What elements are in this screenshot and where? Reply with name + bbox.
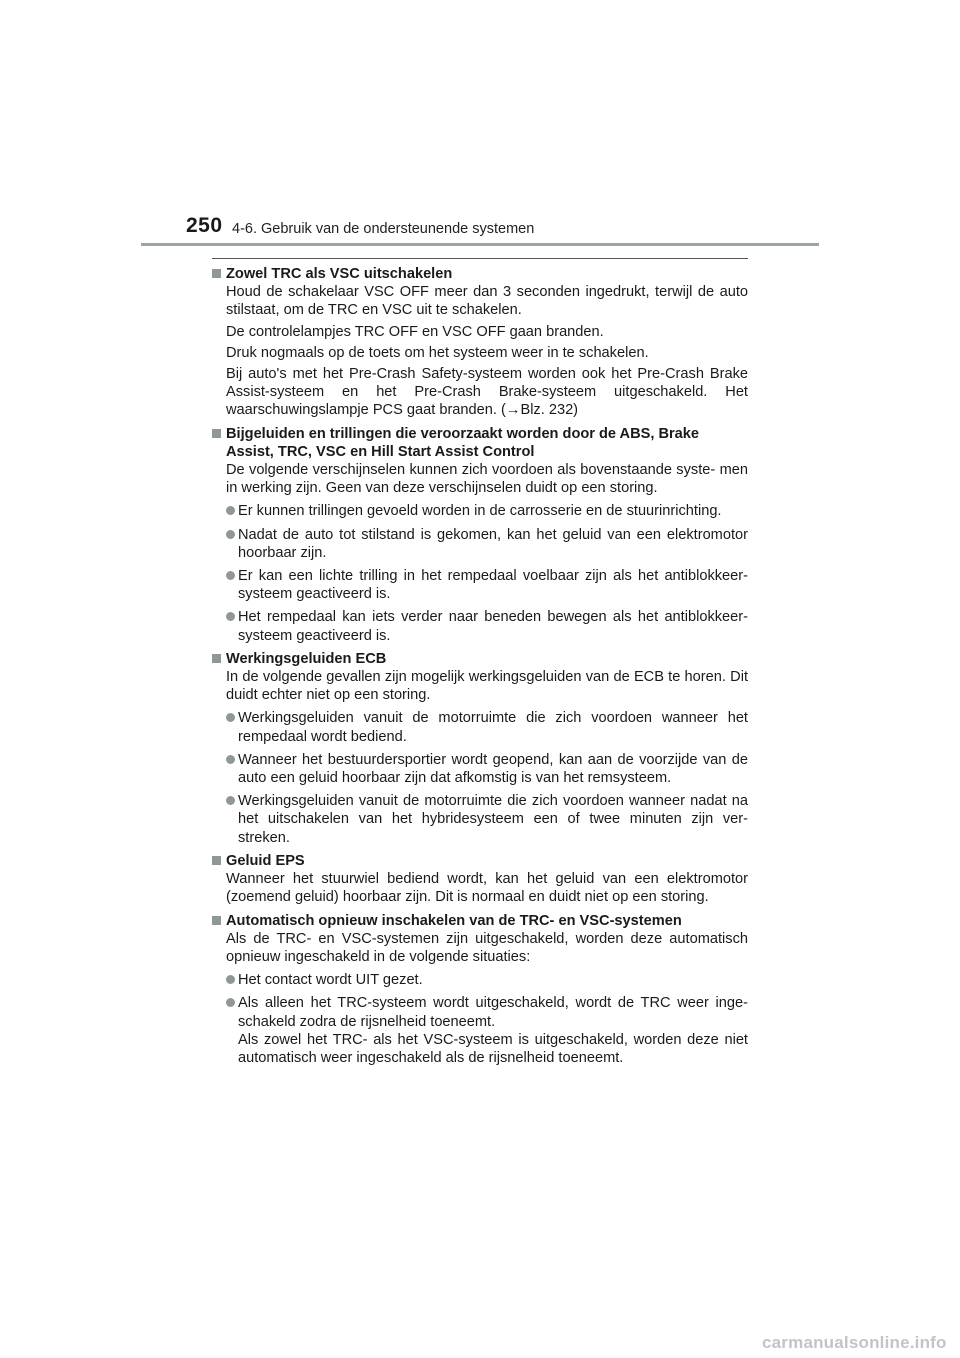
chapter-title: 4-6. Gebruik van de ondersteunende systemen [232,221,535,237]
round-bullet-icon [226,506,235,515]
section-heading: Bijgeluiden en trillingen die veroorzaakt worden door de ABS, Brake Assist, TRC, VSC en Hill Start Assist Control [212,425,748,461]
paragraph: Houd de schakelaar VSC OFF meer dan 3 seconden ingedrukt, terwijl de auto stilstaat, om de TRC en VSC uit te schakelen. [226,284,748,319]
page-number: 250 [186,214,223,237]
header-rule [141,243,819,246]
section-heading: Automatisch opnieuw inschakelen van de TRC- en VSC-systemen [212,912,748,930]
list-item: Werkingsgeluiden vanuit de motorruimte die zich voordoen wanneer nadat na het uitschakelen van het hybridesysteem een of twee minuten zijn ver- streken. [226,792,748,847]
list-item: Werkingsgeluiden vanuit de motorruimte die zich voordoen wanneer het rempedaal wordt bediend. [226,709,748,745]
section-heading: Zowel TRC als VSC uitschakelen [212,265,748,283]
paragraph: In de volgende gevallen zijn mogelijk werkingsgeluiden van de ECB te horen. Dit duidt echter niet op een storing. [226,669,748,704]
list-item: Wanneer het bestuurdersportier wordt geopend, kan aan de voorzijde van de auto een geluid hoorbaar zijn dat afkomstig is van het remsysteem. [226,751,748,787]
list-item: Er kan een lichte trilling in het rempedaal voelbaar zijn als het antiblokkeer- systeem geactiveerd is. [226,567,748,603]
paragraph: Als de TRC- en VSC-systemen zijn uitgeschakeld, worden deze automatisch opnieuw ingeschakeld in de volgende situaties: [226,930,748,965]
section-heading: Geluid EPS [212,852,748,870]
paragraph: Druk nogmaals op de toets om het systeem weer in te schakelen. [226,344,649,361]
round-bullet-icon [226,975,235,984]
list-item: Er kunnen trillingen gevoeld worden in de carrosserie en de stuurinrichting. [226,502,748,520]
list-item: Nadat de auto tot stilstand is gekomen, kan het geluid van een elektromotor hoorbaar zijn. [226,526,748,562]
paragraph: Bij auto's met het Pre-Crash Safety-systeem worden ook het Pre-Crash Brake Assist-systeem en het Pre-Crash Brake-systeem uitgeschakeld. Het waarschuwingslampje PCS gaat branden. (→Blz. 232) [226,366,748,419]
square-bullet-icon [212,429,221,438]
round-bullet-icon [226,530,235,539]
round-bullet-icon [226,796,235,805]
square-bullet-icon [212,856,221,865]
round-bullet-icon [226,755,235,764]
round-bullet-icon [226,998,235,1007]
round-bullet-icon [226,713,235,722]
list-item: Het rempedaal kan iets verder naar beneden bewegen als het antiblokkeer- systeem geactiveerd is. [226,608,748,644]
page-content [212,265,748,1067]
round-bullet-icon [226,612,235,621]
list-item: Als alleen het TRC-systeem wordt uitgeschakeld, wordt de TRC weer inge- schakeld zodra de rijsnelheid toeneemt. Als zowel het TRC- als het VSC-systeem is uitgeschakeld, worden deze niet automatisch weer ingeschakeld als de rijsnelheid toeneemt. [226,994,748,1067]
watermark: carmanualsonline.info [762,1333,947,1352]
section-heading: Werkingsgeluiden ECB [212,650,748,668]
square-bullet-icon [212,916,221,925]
round-bullet-icon [226,571,235,580]
content-rule [212,258,748,259]
list-item: Het contact wordt UIT gezet. [226,971,748,989]
list-item-continuation: Als zowel het TRC- als het VSC-systeem is uitgeschakeld, worden deze niet automatisch weer ingeschakeld als de rijsnelheid toeneemt. [238,1031,748,1066]
square-bullet-icon [212,654,221,663]
paragraph: De volgende verschijnselen kunnen zich voordoen als bovenstaande syste- men in werking zijn. Geen van deze verschijnselen duidt op een storing. [226,462,748,497]
square-bullet-icon [212,269,221,278]
paragraph: De controlelampjes TRC OFF en VSC OFF gaan branden. [226,323,604,340]
paragraph: Wanneer het stuurwiel bediend wordt, kan het geluid van een elektromotor (zoemend geluid) hoorbaar zijn. Dit is normaal en duidt niet op een storing. [226,871,748,906]
